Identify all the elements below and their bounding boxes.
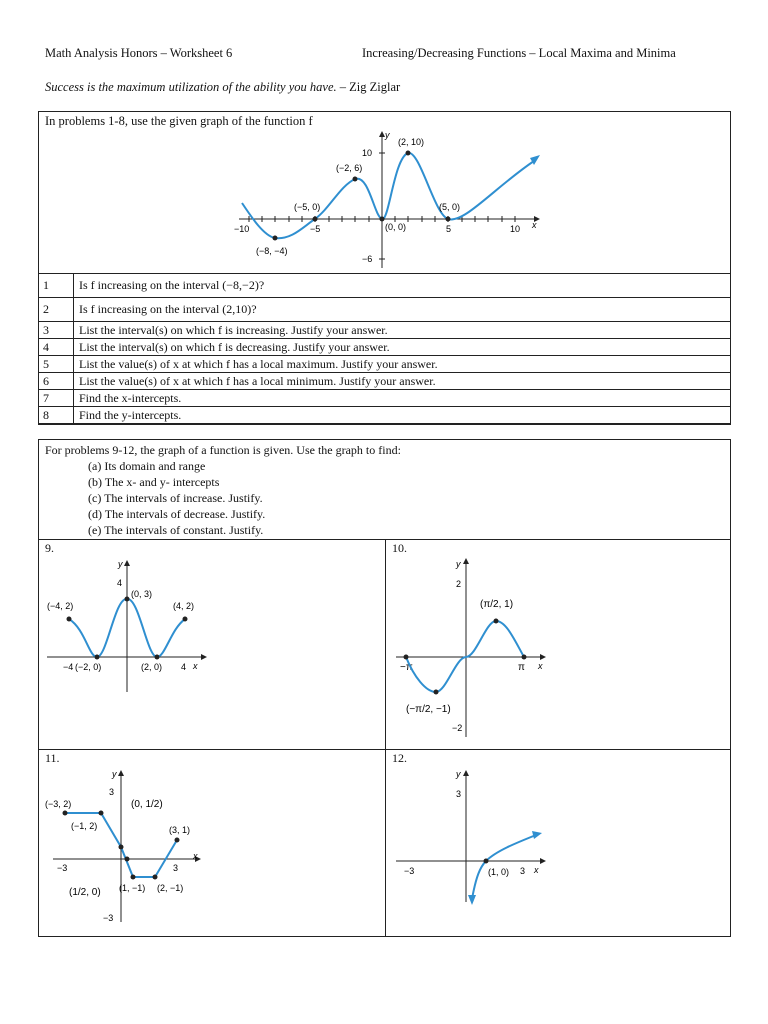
point-label-neg8-neg4: (−8, −4) bbox=[256, 246, 288, 256]
main-function-graph bbox=[234, 128, 544, 273]
p9-tick-neg4: −4 bbox=[63, 662, 74, 672]
section-2-intro bbox=[45, 442, 401, 538]
section-1-box bbox=[38, 111, 731, 425]
q3-text: List the interval(s) on which f is increasing. Justify your answer. bbox=[74, 322, 731, 339]
problem-9-graph bbox=[45, 557, 215, 697]
problem-11-graph bbox=[45, 767, 215, 927]
q1-text: Is f increasing on the interval (−8,−2)? bbox=[74, 274, 731, 298]
p11-point-2-neg1: (2, −1) bbox=[157, 883, 184, 893]
p11-point-half-0: (1/2, 0) bbox=[69, 887, 101, 898]
svg-text:x: x bbox=[532, 220, 537, 230]
p10-tick-yneg2: −2 bbox=[452, 723, 463, 733]
tick-y-10: 10 bbox=[362, 148, 373, 158]
p11-tick-y3: 3 bbox=[109, 787, 115, 797]
svg-text:y: y bbox=[118, 559, 123, 569]
item-a: (a) Its domain and range bbox=[88, 459, 206, 473]
item-b: (b) The x- and y- intercepts bbox=[88, 475, 220, 489]
problem-10-label: 10. bbox=[392, 541, 407, 555]
q2-text: Is f increasing on the interval (2,10)? bbox=[74, 298, 731, 322]
svg-text:x: x bbox=[193, 851, 198, 861]
svg-text:x: x bbox=[193, 661, 198, 671]
q8-num: 8 bbox=[39, 407, 74, 424]
item-c: (c) The intervals of increase. Justify. bbox=[88, 491, 263, 505]
svg-text:y: y bbox=[385, 130, 390, 140]
p11-point-neg1-2: (−1, 2) bbox=[71, 821, 98, 831]
q6-num: 6 bbox=[39, 373, 74, 390]
q7-num: 7 bbox=[39, 390, 74, 407]
item-d: (d) The intervals of decrease. Justify. bbox=[88, 507, 266, 521]
p9-point-neg2-0: (−2, 0) bbox=[75, 662, 102, 672]
questions-table bbox=[38, 273, 731, 424]
tick-x-neg5: −5 bbox=[310, 224, 321, 234]
svg-text:x: x bbox=[534, 865, 539, 875]
q4-num: 4 bbox=[39, 339, 74, 356]
p10-point-negpi2-neg1: (−π/2, −1) bbox=[406, 704, 451, 715]
svg-text:y: y bbox=[456, 559, 461, 569]
q7-text: Find the x-intercepts. bbox=[74, 390, 731, 407]
p11-point-1-neg1: (1, −1) bbox=[119, 883, 146, 893]
p12-point-1-0: (1, 0) bbox=[488, 867, 510, 877]
item-e: (e) The intervals of constant. Justify. bbox=[88, 523, 264, 537]
q3-num: 3 bbox=[39, 322, 74, 339]
p11-point-neg3-2: (−3, 2) bbox=[45, 799, 72, 809]
tick-x-5: 5 bbox=[446, 224, 452, 234]
p9-point-neg4-2: (−4, 2) bbox=[47, 601, 74, 611]
svg-text:y: y bbox=[112, 769, 117, 779]
section-1-intro: In problems 1-8, use the given graph of the function f bbox=[45, 114, 313, 128]
problem-11-label: 11. bbox=[45, 751, 60, 765]
q8-text: Find the y-intercepts. bbox=[74, 407, 731, 424]
p11-tick-x3: 3 bbox=[173, 863, 179, 873]
q5-text: List the value(s) of x at which f has a local maximum. Justify your answer. bbox=[74, 356, 731, 373]
problem-10-graph bbox=[394, 557, 554, 742]
p9-point-0-3: (0, 3) bbox=[131, 589, 153, 599]
q5-num: 5 bbox=[39, 356, 74, 373]
tick-x-10: 10 bbox=[510, 224, 521, 234]
svg-text:x: x bbox=[538, 661, 543, 671]
quote-text: Success is the maximum utilization of the ability you have. bbox=[45, 80, 337, 94]
p9-point-2-0: (2, 0) bbox=[141, 662, 163, 672]
p9-point-4-2: (4, 2) bbox=[173, 601, 195, 611]
q6-text: List the value(s) of x at which f has a local minimum. Justify your answer. bbox=[74, 373, 731, 390]
problem-9-label: 9. bbox=[45, 541, 54, 555]
section-2-box bbox=[38, 439, 731, 937]
p10-tick-y2: 2 bbox=[456, 579, 462, 589]
q4-text: List the interval(s) on which f is decreasing. Justify your answer. bbox=[74, 339, 731, 356]
p12-tick-x3: 3 bbox=[520, 866, 526, 876]
p9-tick-y4: 4 bbox=[117, 578, 123, 588]
section-2-intro-text: For problems 9-12, the graph of a function is given. Use the graph to find: bbox=[45, 443, 401, 457]
quote bbox=[45, 80, 400, 95]
p10-tick-pi: π bbox=[518, 662, 525, 673]
p11-point-0-half: (0, 1/2) bbox=[131, 799, 163, 810]
q1-num: 1 bbox=[39, 274, 74, 298]
p9-tick-4: 4 bbox=[181, 662, 187, 672]
p10-point-pi2-1: (π/2, 1) bbox=[480, 599, 514, 610]
svg-text:y: y bbox=[456, 769, 461, 779]
p11-tick-xneg3: −3 bbox=[57, 863, 68, 873]
p12-tick-xneg3: −3 bbox=[404, 866, 415, 876]
tick-y-neg6: −6 bbox=[362, 254, 373, 264]
point-label-2-10: (2, 10) bbox=[398, 137, 425, 147]
point-label-0-0: (0, 0) bbox=[385, 222, 407, 232]
quote-author: – Zig Ziglar bbox=[339, 80, 401, 94]
q2-num: 2 bbox=[39, 298, 74, 322]
divider-vertical bbox=[385, 539, 386, 937]
problem-12-label: 12. bbox=[392, 751, 407, 765]
p12-tick-y3: 3 bbox=[456, 789, 462, 799]
problem-12-graph bbox=[394, 767, 554, 907]
p11-tick-yneg3: −3 bbox=[103, 913, 114, 923]
p10-tick-negpi: −π bbox=[400, 662, 413, 673]
point-label-neg2-6: (−2, 6) bbox=[336, 163, 363, 173]
header-right: Increasing/Decreasing Functions – Local Maxima and Minima bbox=[362, 46, 676, 60]
point-label-neg5-0: (−5, 0) bbox=[294, 202, 321, 212]
point-label-5-0: (5, 0) bbox=[439, 202, 461, 212]
header-left: Math Analysis Honors – Worksheet 6 bbox=[45, 46, 233, 60]
tick-x-neg10: −10 bbox=[234, 224, 250, 234]
p11-point-3-1: (3, 1) bbox=[169, 825, 191, 835]
